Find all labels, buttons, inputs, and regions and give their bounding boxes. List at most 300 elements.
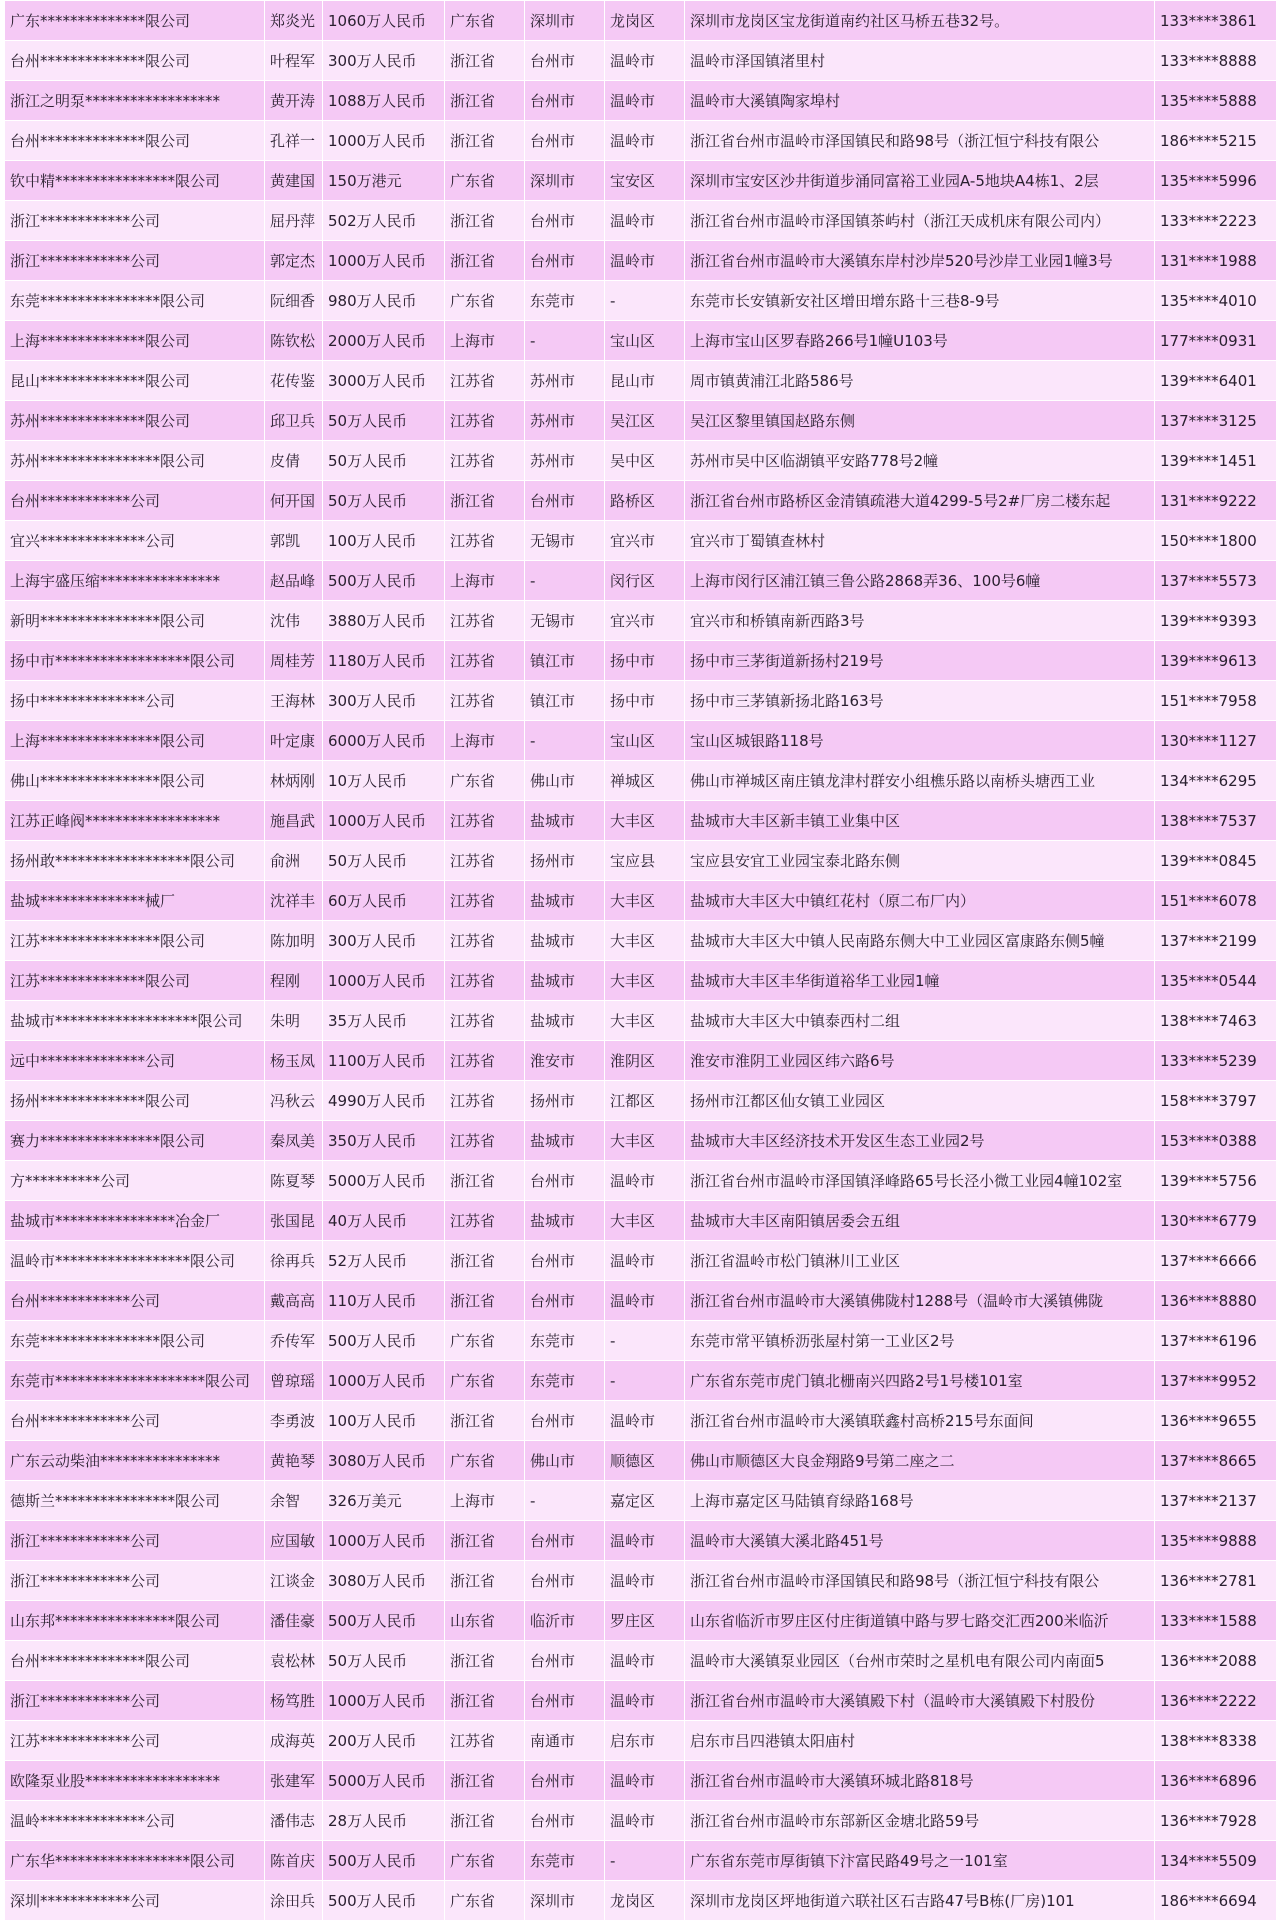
province-cell: 浙江省 bbox=[445, 1401, 525, 1441]
table-row bbox=[5, 1161, 1277, 1201]
phone-cell: 137****6196 bbox=[1155, 1321, 1277, 1361]
company-name-cell: 苏州****************限公司 bbox=[5, 441, 265, 481]
province-cell: 浙江省 bbox=[445, 1281, 525, 1321]
phone-cell: 137****2137 bbox=[1155, 1481, 1277, 1521]
province-cell: 山东省 bbox=[445, 1601, 525, 1641]
phone-cell: 133****5239 bbox=[1155, 1041, 1277, 1081]
address-cell: 温岭市大溪镇陶家埠村 bbox=[685, 81, 1155, 121]
city-cell: - bbox=[525, 561, 605, 601]
district-cell: 淮阴区 bbox=[605, 1041, 685, 1081]
contact-name-cell: 俞洲 bbox=[265, 841, 323, 881]
province-cell: 浙江省 bbox=[445, 241, 525, 281]
table-row bbox=[5, 961, 1277, 1001]
district-cell: 大丰区 bbox=[605, 921, 685, 961]
phone-cell: 133****2223 bbox=[1155, 201, 1277, 241]
city-cell: 台州市 bbox=[525, 121, 605, 161]
registered-capital-cell: 3080万人民币 bbox=[323, 1561, 445, 1601]
address-cell: 浙江省台州市温岭市大溪镇东岸村沙岸520号沙岸工业园1幢3号 bbox=[685, 241, 1155, 281]
province-cell: 广东省 bbox=[445, 1321, 525, 1361]
registered-capital-cell: 3880万人民币 bbox=[323, 601, 445, 641]
province-cell: 浙江省 bbox=[445, 1681, 525, 1721]
address-cell: 浙江省台州市温岭市大溪镇殿下村（温岭市大溪镇殿下村股份 bbox=[685, 1681, 1155, 1721]
district-cell: 宝山区 bbox=[605, 721, 685, 761]
city-cell: 南通市 bbox=[525, 1721, 605, 1761]
province-cell: 江苏省 bbox=[445, 1201, 525, 1241]
address-cell: 佛山市顺德区大良金翔路9号第二座之二 bbox=[685, 1441, 1155, 1481]
city-cell: 台州市 bbox=[525, 1521, 605, 1561]
city-cell: 扬州市 bbox=[525, 841, 605, 881]
company-name-cell: 台州**************限公司 bbox=[5, 41, 265, 81]
district-cell: - bbox=[605, 281, 685, 321]
contact-name-cell: 沈祥丰 bbox=[265, 881, 323, 921]
province-cell: 广东省 bbox=[445, 161, 525, 201]
table-row bbox=[5, 841, 1277, 881]
city-cell: 佛山市 bbox=[525, 761, 605, 801]
province-cell: 江苏省 bbox=[445, 681, 525, 721]
table-row bbox=[5, 401, 1277, 441]
phone-cell: 130****1127 bbox=[1155, 721, 1277, 761]
table-row bbox=[5, 1081, 1277, 1121]
company-name-cell: 江苏************公司 bbox=[5, 1721, 265, 1761]
company-name-cell: 台州**************限公司 bbox=[5, 121, 265, 161]
city-cell: 台州市 bbox=[525, 1641, 605, 1681]
phone-cell: 138****7537 bbox=[1155, 801, 1277, 841]
table-row bbox=[5, 281, 1277, 321]
table-row bbox=[5, 1481, 1277, 1521]
province-cell: 上海市 bbox=[445, 321, 525, 361]
contact-name-cell: 孔祥一 bbox=[265, 121, 323, 161]
phone-cell: 137****6666 bbox=[1155, 1241, 1277, 1281]
registered-capital-cell: 28万人民币 bbox=[323, 1801, 445, 1841]
table-row bbox=[5, 361, 1277, 401]
registered-capital-cell: 60万人民币 bbox=[323, 881, 445, 921]
province-cell: 江苏省 bbox=[445, 921, 525, 961]
contact-name-cell: 乔传军 bbox=[265, 1321, 323, 1361]
registered-capital-cell: 1100万人民币 bbox=[323, 1041, 445, 1081]
district-cell: 嘉定区 bbox=[605, 1481, 685, 1521]
registered-capital-cell: 3080万人民币 bbox=[323, 1441, 445, 1481]
company-name-cell: 佛山****************限公司 bbox=[5, 761, 265, 801]
district-cell: 宝应县 bbox=[605, 841, 685, 881]
city-cell: 台州市 bbox=[525, 1281, 605, 1321]
address-cell: 盐城市大丰区大中镇泰西村二组 bbox=[685, 1001, 1155, 1041]
contact-name-cell: 林炳刚 bbox=[265, 761, 323, 801]
contact-name-cell: 郑炎光 bbox=[265, 1, 323, 41]
table-row bbox=[5, 1761, 1277, 1801]
province-cell: 浙江省 bbox=[445, 81, 525, 121]
phone-cell: 135****9888 bbox=[1155, 1521, 1277, 1561]
address-cell: 扬州市江都区仙女镇工业园区 bbox=[685, 1081, 1155, 1121]
district-cell: 扬中市 bbox=[605, 681, 685, 721]
phone-cell: 130****6779 bbox=[1155, 1201, 1277, 1241]
table-row bbox=[5, 41, 1277, 81]
address-cell: 上海市嘉定区马陆镇育绿路168号 bbox=[685, 1481, 1155, 1521]
phone-cell: 137****2199 bbox=[1155, 921, 1277, 961]
table-row bbox=[5, 1601, 1277, 1641]
province-cell: 浙江省 bbox=[445, 1241, 525, 1281]
registered-capital-cell: 500万人民币 bbox=[323, 1601, 445, 1641]
phone-cell: 138****8338 bbox=[1155, 1721, 1277, 1761]
company-table bbox=[4, 0, 1277, 1921]
city-cell: 台州市 bbox=[525, 481, 605, 521]
city-cell: - bbox=[525, 1481, 605, 1521]
registered-capital-cell: 1000万人民币 bbox=[323, 1681, 445, 1721]
table-row bbox=[5, 1281, 1277, 1321]
province-cell: 江苏省 bbox=[445, 1081, 525, 1121]
city-cell: 台州市 bbox=[525, 1241, 605, 1281]
contact-name-cell: 程刚 bbox=[265, 961, 323, 1001]
registered-capital-cell: 10万人民币 bbox=[323, 761, 445, 801]
address-cell: 温岭市大溪镇大溪北路451号 bbox=[685, 1521, 1155, 1561]
table-row bbox=[5, 1361, 1277, 1401]
company-name-cell: 远中**************公司 bbox=[5, 1041, 265, 1081]
table-row bbox=[5, 601, 1277, 641]
contact-name-cell: 施昌武 bbox=[265, 801, 323, 841]
district-cell: 罗庄区 bbox=[605, 1601, 685, 1641]
registered-capital-cell: 100万人民币 bbox=[323, 521, 445, 561]
city-cell: 台州市 bbox=[525, 241, 605, 281]
district-cell: 温岭市 bbox=[605, 1761, 685, 1801]
phone-cell: 136****2222 bbox=[1155, 1681, 1277, 1721]
address-cell: 广东省东莞市虎门镇北栅南兴四路2号1号楼101室 bbox=[685, 1361, 1155, 1401]
district-cell: 宜兴市 bbox=[605, 601, 685, 641]
registered-capital-cell: 6000万人民币 bbox=[323, 721, 445, 761]
table-row bbox=[5, 1641, 1277, 1681]
table-row bbox=[5, 1201, 1277, 1241]
table-row bbox=[5, 1401, 1277, 1441]
table-row bbox=[5, 1841, 1277, 1881]
phone-cell: 134****5509 bbox=[1155, 1841, 1277, 1881]
city-cell: 东莞市 bbox=[525, 281, 605, 321]
address-cell: 宜兴市和桥镇南新西路3号 bbox=[685, 601, 1155, 641]
contact-name-cell: 潘伟志 bbox=[265, 1801, 323, 1841]
district-cell: 昆山市 bbox=[605, 361, 685, 401]
contact-name-cell: 何开国 bbox=[265, 481, 323, 521]
province-cell: 广东省 bbox=[445, 1441, 525, 1481]
address-cell: 盐城市大丰区新丰镇工业集中区 bbox=[685, 801, 1155, 841]
contact-name-cell: 黄艳琴 bbox=[265, 1441, 323, 1481]
province-cell: 广东省 bbox=[445, 1881, 525, 1921]
table-row bbox=[5, 241, 1277, 281]
phone-cell: 134****6295 bbox=[1155, 761, 1277, 801]
company-name-cell: 扬州**************限公司 bbox=[5, 1081, 265, 1121]
company-name-cell: 方**********公司 bbox=[5, 1161, 265, 1201]
province-cell: 江苏省 bbox=[445, 1721, 525, 1761]
district-cell: 温岭市 bbox=[605, 1401, 685, 1441]
phone-cell: 131****9222 bbox=[1155, 481, 1277, 521]
province-cell: 江苏省 bbox=[445, 521, 525, 561]
city-cell: 台州市 bbox=[525, 1801, 605, 1841]
contact-name-cell: 张建军 bbox=[265, 1761, 323, 1801]
district-cell: - bbox=[605, 1321, 685, 1361]
city-cell: 台州市 bbox=[525, 1561, 605, 1601]
company-name-cell: 台州**************限公司 bbox=[5, 1641, 265, 1681]
phone-cell: 139****0845 bbox=[1155, 841, 1277, 881]
city-cell: 东莞市 bbox=[525, 1321, 605, 1361]
province-cell: 广东省 bbox=[445, 1841, 525, 1881]
district-cell: 启东市 bbox=[605, 1721, 685, 1761]
table-row bbox=[5, 1321, 1277, 1361]
table-row bbox=[5, 1121, 1277, 1161]
contact-name-cell: 叶定康 bbox=[265, 721, 323, 761]
district-cell: 大丰区 bbox=[605, 881, 685, 921]
registered-capital-cell: 2000万人民币 bbox=[323, 321, 445, 361]
city-cell: 临沂市 bbox=[525, 1601, 605, 1641]
phone-cell: 186****6694 bbox=[1155, 1881, 1277, 1921]
registered-capital-cell: 1060万人民币 bbox=[323, 1, 445, 41]
city-cell: 苏州市 bbox=[525, 441, 605, 481]
address-cell: 深圳市龙岗区宝龙街道南约社区马桥五巷32号。 bbox=[685, 1, 1155, 41]
province-cell: 浙江省 bbox=[445, 41, 525, 81]
district-cell: 温岭市 bbox=[605, 1801, 685, 1841]
phone-cell: 131****1988 bbox=[1155, 241, 1277, 281]
address-cell: 启东市吕四港镇太阳庙村 bbox=[685, 1721, 1155, 1761]
phone-cell: 136****8880 bbox=[1155, 1281, 1277, 1321]
registered-capital-cell: 50万人民币 bbox=[323, 1641, 445, 1681]
address-cell: 山东省临沂市罗庄区付庄街道镇中路与罗七路交汇西200米临沂 bbox=[685, 1601, 1155, 1641]
province-cell: 江苏省 bbox=[445, 841, 525, 881]
province-cell: 江苏省 bbox=[445, 601, 525, 641]
city-cell: 无锡市 bbox=[525, 521, 605, 561]
company-table-sheet bbox=[4, 0, 1276, 1921]
address-cell: 盐城市大丰区经济技术开发区生态工业园2号 bbox=[685, 1121, 1155, 1161]
registered-capital-cell: 1000万人民币 bbox=[323, 121, 445, 161]
company-name-cell: 广东华******************限公司 bbox=[5, 1841, 265, 1881]
table-row bbox=[5, 321, 1277, 361]
registered-capital-cell: 1000万人民币 bbox=[323, 241, 445, 281]
district-cell: 温岭市 bbox=[605, 1241, 685, 1281]
company-name-cell: 新明****************限公司 bbox=[5, 601, 265, 641]
contact-name-cell: 花传鉴 bbox=[265, 361, 323, 401]
contact-name-cell: 屈丹萍 bbox=[265, 201, 323, 241]
registered-capital-cell: 50万人民币 bbox=[323, 481, 445, 521]
address-cell: 上海市宝山区罗春路266号1幢U103号 bbox=[685, 321, 1155, 361]
address-cell: 深圳市龙岗区坪地街道六联社区石吉路47号B栋(厂房)101 bbox=[685, 1881, 1155, 1921]
table-row bbox=[5, 1001, 1277, 1041]
district-cell: 吴中区 bbox=[605, 441, 685, 481]
registered-capital-cell: 350万人民币 bbox=[323, 1121, 445, 1161]
company-name-cell: 昆山**************限公司 bbox=[5, 361, 265, 401]
province-cell: 江苏省 bbox=[445, 1041, 525, 1081]
address-cell: 温岭市泽国镇渚里村 bbox=[685, 41, 1155, 81]
phone-cell: 133****1588 bbox=[1155, 1601, 1277, 1641]
table-row bbox=[5, 161, 1277, 201]
contact-name-cell: 涂田兵 bbox=[265, 1881, 323, 1921]
district-cell: 大丰区 bbox=[605, 1121, 685, 1161]
phone-cell: 136****6896 bbox=[1155, 1761, 1277, 1801]
company-table-body bbox=[5, 1, 1277, 1921]
address-cell: 浙江省台州市温岭市泽国镇茶屿村（浙江天成机床有限公司内） bbox=[685, 201, 1155, 241]
district-cell: 大丰区 bbox=[605, 961, 685, 1001]
district-cell: 温岭市 bbox=[605, 1161, 685, 1201]
address-cell: 浙江省台州市温岭市泽国镇民和路98号（浙江恒宁科技有限公 bbox=[685, 121, 1155, 161]
phone-cell: 136****7928 bbox=[1155, 1801, 1277, 1841]
address-cell: 周市镇黄浦江北路586号 bbox=[685, 361, 1155, 401]
contact-name-cell: 袁松林 bbox=[265, 1641, 323, 1681]
address-cell: 宝山区城银路118号 bbox=[685, 721, 1155, 761]
company-name-cell: 上海**************限公司 bbox=[5, 321, 265, 361]
registered-capital-cell: 3000万人民币 bbox=[323, 361, 445, 401]
district-cell: 大丰区 bbox=[605, 1201, 685, 1241]
address-cell: 佛山市禅城区南庄镇龙津村群安小组樵乐路以南桥头塘西工业 bbox=[685, 761, 1155, 801]
city-cell: 东莞市 bbox=[525, 1361, 605, 1401]
contact-name-cell: 应国敏 bbox=[265, 1521, 323, 1561]
contact-name-cell: 郭定杰 bbox=[265, 241, 323, 281]
contact-name-cell: 皮倩 bbox=[265, 441, 323, 481]
registered-capital-cell: 1180万人民币 bbox=[323, 641, 445, 681]
company-name-cell: 浙江************公司 bbox=[5, 241, 265, 281]
registered-capital-cell: 35万人民币 bbox=[323, 1001, 445, 1041]
registered-capital-cell: 300万人民币 bbox=[323, 921, 445, 961]
registered-capital-cell: 1088万人民币 bbox=[323, 81, 445, 121]
district-cell: 温岭市 bbox=[605, 1641, 685, 1681]
company-name-cell: 浙江************公司 bbox=[5, 1521, 265, 1561]
company-name-cell: 盐城市****************冶金厂 bbox=[5, 1201, 265, 1241]
province-cell: 浙江省 bbox=[445, 1521, 525, 1561]
district-cell: 大丰区 bbox=[605, 1001, 685, 1041]
registered-capital-cell: 110万人民币 bbox=[323, 1281, 445, 1321]
address-cell: 浙江省台州市温岭市东部新区金塘北路59号 bbox=[685, 1801, 1155, 1841]
company-name-cell: 深圳************公司 bbox=[5, 1881, 265, 1921]
table-row bbox=[5, 81, 1277, 121]
address-cell: 上海市闵行区浦江镇三鲁公路2868弄36、100号6幢 bbox=[685, 561, 1155, 601]
district-cell: - bbox=[605, 1841, 685, 1881]
phone-cell: 158****3797 bbox=[1155, 1081, 1277, 1121]
registered-capital-cell: 1000万人民币 bbox=[323, 801, 445, 841]
city-cell: 盐城市 bbox=[525, 921, 605, 961]
city-cell: - bbox=[525, 721, 605, 761]
city-cell: 台州市 bbox=[525, 41, 605, 81]
phone-cell: 139****1451 bbox=[1155, 441, 1277, 481]
registered-capital-cell: 502万人民币 bbox=[323, 201, 445, 241]
company-name-cell: 东莞****************限公司 bbox=[5, 281, 265, 321]
phone-cell: 153****0388 bbox=[1155, 1121, 1277, 1161]
city-cell: 台州市 bbox=[525, 81, 605, 121]
company-name-cell: 宜兴**************公司 bbox=[5, 521, 265, 561]
table-row bbox=[5, 121, 1277, 161]
phone-cell: 135****0544 bbox=[1155, 961, 1277, 1001]
city-cell: 台州市 bbox=[525, 201, 605, 241]
city-cell: 深圳市 bbox=[525, 161, 605, 201]
address-cell: 扬中市三茅镇新扬北路163号 bbox=[685, 681, 1155, 721]
province-cell: 广东省 bbox=[445, 281, 525, 321]
address-cell: 浙江省台州市温岭市大溪镇环城北路818号 bbox=[685, 1761, 1155, 1801]
district-cell: 温岭市 bbox=[605, 81, 685, 121]
company-name-cell: 台州************公司 bbox=[5, 1401, 265, 1441]
company-name-cell: 温岭**************公司 bbox=[5, 1801, 265, 1841]
table-row bbox=[5, 561, 1277, 601]
contact-name-cell: 余智 bbox=[265, 1481, 323, 1521]
company-name-cell: 扬州敢******************限公司 bbox=[5, 841, 265, 881]
table-row bbox=[5, 1521, 1277, 1561]
phone-cell: 177****0931 bbox=[1155, 321, 1277, 361]
province-cell: 江苏省 bbox=[445, 401, 525, 441]
address-cell: 盐城市大丰区南阳镇居委会五组 bbox=[685, 1201, 1155, 1241]
province-cell: 浙江省 bbox=[445, 481, 525, 521]
address-cell: 苏州市吴中区临湖镇平安路778号2幢 bbox=[685, 441, 1155, 481]
phone-cell: 133****3861 bbox=[1155, 1, 1277, 41]
company-name-cell: 广东云动柴油**************** bbox=[5, 1441, 265, 1481]
address-cell: 深圳市宝安区沙井街道步涌同富裕工业园A-5地块A4栋1、2层 bbox=[685, 161, 1155, 201]
contact-name-cell: 李勇波 bbox=[265, 1401, 323, 1441]
city-cell: 深圳市 bbox=[525, 1, 605, 41]
company-name-cell: 浙江************公司 bbox=[5, 1681, 265, 1721]
city-cell: 台州市 bbox=[525, 1761, 605, 1801]
city-cell: - bbox=[525, 321, 605, 361]
city-cell: 苏州市 bbox=[525, 361, 605, 401]
province-cell: 江苏省 bbox=[445, 801, 525, 841]
district-cell: 温岭市 bbox=[605, 1281, 685, 1321]
table-row bbox=[5, 1241, 1277, 1281]
province-cell: 浙江省 bbox=[445, 121, 525, 161]
province-cell: 浙江省 bbox=[445, 1761, 525, 1801]
city-cell: 盐城市 bbox=[525, 1201, 605, 1241]
district-cell: 龙岗区 bbox=[605, 1881, 685, 1921]
province-cell: 江苏省 bbox=[445, 1121, 525, 1161]
phone-cell: 136****2781 bbox=[1155, 1561, 1277, 1601]
registered-capital-cell: 50万人民币 bbox=[323, 401, 445, 441]
company-name-cell: 江苏**************限公司 bbox=[5, 961, 265, 1001]
phone-cell: 151****7958 bbox=[1155, 681, 1277, 721]
table-row bbox=[5, 481, 1277, 521]
phone-cell: 135****4010 bbox=[1155, 281, 1277, 321]
province-cell: 浙江省 bbox=[445, 1641, 525, 1681]
city-cell: 无锡市 bbox=[525, 601, 605, 641]
city-cell: 盐城市 bbox=[525, 801, 605, 841]
table-row bbox=[5, 1561, 1277, 1601]
table-row bbox=[5, 721, 1277, 761]
contact-name-cell: 朱明 bbox=[265, 1001, 323, 1041]
province-cell: 浙江省 bbox=[445, 1561, 525, 1601]
registered-capital-cell: 500万人民币 bbox=[323, 1841, 445, 1881]
table-row bbox=[5, 761, 1277, 801]
contact-name-cell: 王海林 bbox=[265, 681, 323, 721]
contact-name-cell: 陈夏琴 bbox=[265, 1161, 323, 1201]
registered-capital-cell: 100万人民币 bbox=[323, 1401, 445, 1441]
province-cell: 江苏省 bbox=[445, 961, 525, 1001]
phone-cell: 136****9655 bbox=[1155, 1401, 1277, 1441]
address-cell: 温岭市大溪镇泵业园区（台州市荣时之星机电有限公司内南面5 bbox=[685, 1641, 1155, 1681]
province-cell: 江苏省 bbox=[445, 1001, 525, 1041]
address-cell: 盐城市大丰区大中镇人民南路东侧大中工业园区富康路东侧5幢 bbox=[685, 921, 1155, 961]
registered-capital-cell: 980万人民币 bbox=[323, 281, 445, 321]
district-cell: - bbox=[605, 1361, 685, 1401]
company-name-cell: 台州************公司 bbox=[5, 1281, 265, 1321]
company-name-cell: 浙江之明泵****************** bbox=[5, 81, 265, 121]
contact-name-cell: 张国昆 bbox=[265, 1201, 323, 1241]
address-cell: 淮安市淮阴工业园区纬六路6号 bbox=[685, 1041, 1155, 1081]
address-cell: 浙江省台州市温岭市大溪镇佛陇村1288号（温岭市大溪镇佛陇 bbox=[685, 1281, 1155, 1321]
registered-capital-cell: 5000万人民币 bbox=[323, 1761, 445, 1801]
company-name-cell: 苏州**************限公司 bbox=[5, 401, 265, 441]
company-name-cell: 江苏正峰阀****************** bbox=[5, 801, 265, 841]
registered-capital-cell: 50万人民币 bbox=[323, 441, 445, 481]
contact-name-cell: 叶程军 bbox=[265, 41, 323, 81]
registered-capital-cell: 326万美元 bbox=[323, 1481, 445, 1521]
table-row bbox=[5, 441, 1277, 481]
address-cell: 盐城市大丰区丰华街道裕华工业园1幢 bbox=[685, 961, 1155, 1001]
city-cell: 镇江市 bbox=[525, 641, 605, 681]
district-cell: 宝山区 bbox=[605, 321, 685, 361]
registered-capital-cell: 150万港元 bbox=[323, 161, 445, 201]
registered-capital-cell: 500万人民币 bbox=[323, 1321, 445, 1361]
phone-cell: 137****3125 bbox=[1155, 401, 1277, 441]
city-cell: 盐城市 bbox=[525, 1121, 605, 1161]
district-cell: 宝安区 bbox=[605, 161, 685, 201]
address-cell: 宜兴市丁蜀镇查林村 bbox=[685, 521, 1155, 561]
registered-capital-cell: 5000万人民币 bbox=[323, 1161, 445, 1201]
city-cell: 台州市 bbox=[525, 1681, 605, 1721]
